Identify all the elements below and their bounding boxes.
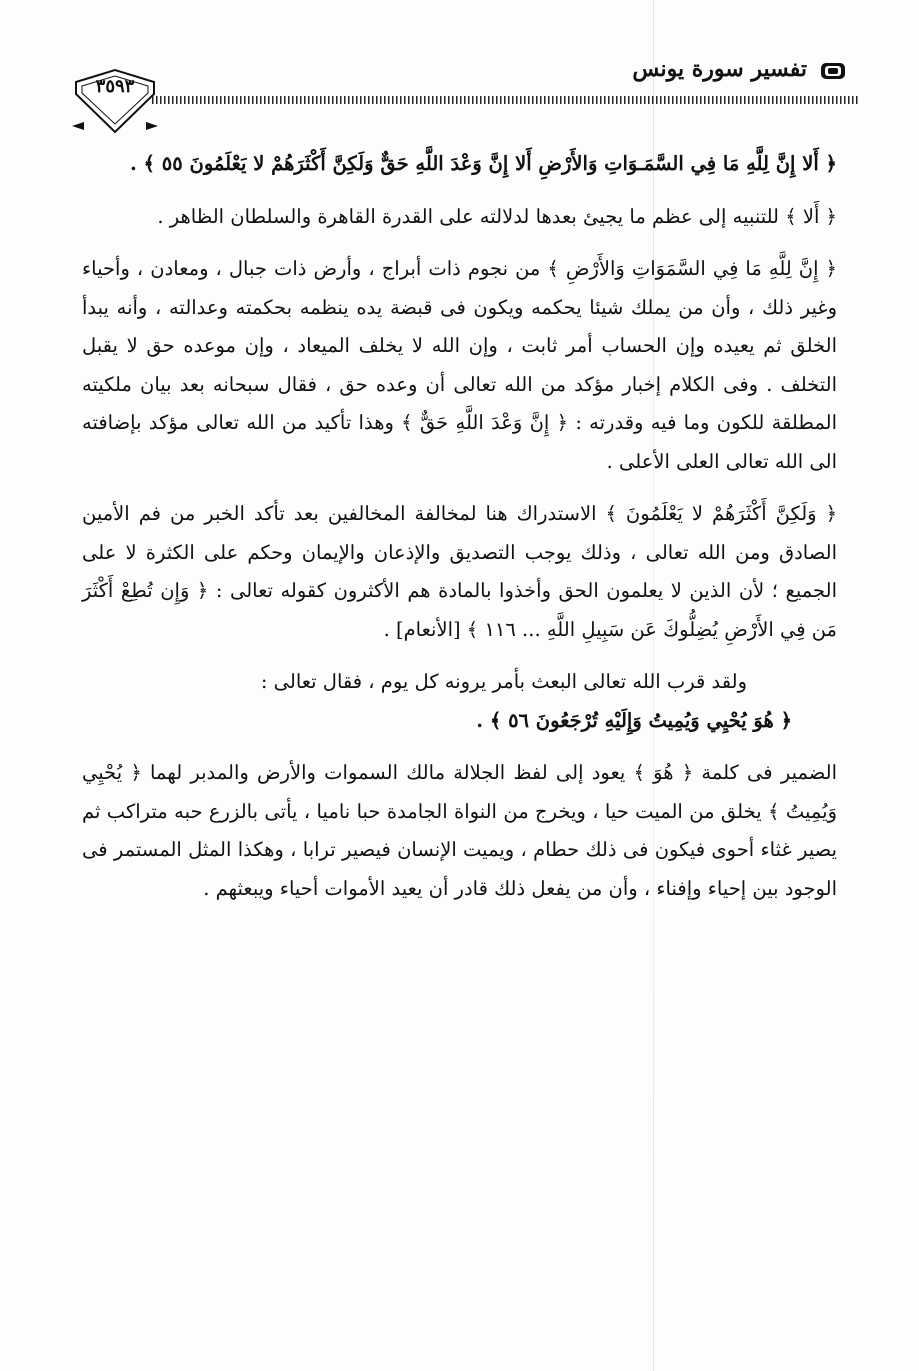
page-number: ٣٥٩٣ — [95, 76, 135, 97]
page-header-title: تفسير سورة يونس — [632, 56, 807, 82]
page-number-frame-icon — [70, 64, 160, 134]
commentary-paragraph: ﴿ إِنَّ لِلَّهِ مَا فِي السَّمَوَاتِ وَالأَرْضِ ﴾ من نجوم ذات أبراج ، وأرض ذات جبال ، ومعادن ، وأحياء وغير ذلك ، وأن من يملك شيئا يحكمه ويكون فى قبضة يده ينظمه بحكمته وعدالته ، وأنه يبدأ الخلق ثم يعيده وإن الحساب أمر ثابت ، وإن الله لا يخلف الميعاد ، وإن موعده حق لا يقبل التخلف . وفى الكلام إخبار مؤكد من الله تعالى أن وعده حق ، فقال سبحانه بعد بيان ملكيته المطلقة للكون وما فيه وقدرته : ﴿ إِنَّ وَعْدَ اللَّهِ حَقٌّ ﴾ وهذا تأكيد من الله تعالى مؤكد بإضافته الى الله تعالى العلى الأعلى . — [82, 257, 837, 473]
commentary-paragraph: ﴿ أَلا ﴾ للتنبيه إلى عظم ما يجيئ بعدها لدلالته على القدرة القاهرة والسلطان الظاهر . — [157, 204, 837, 228]
header-rule — [152, 96, 859, 104]
page-header — [60, 48, 859, 98]
quran-verse-56: ﴿ هُوَ يُحْيِي وَيُمِيتُ وَإِلَيْهِ تُرْجَعُونَ ٥٦ ﴾ . — [476, 708, 792, 732]
commentary-paragraph: ﴿ وَلَكِنَّ أَكْثَرَهُمْ لا يَعْلَمُونَ ﴾ الاستدراك هنا لمخالفة المخالفين بعد تأكد الخبر من فم الأمين الصادق ومن الله تعالى ، وذلك يوجب التصديق والإذعان والإيمان وحكم على الكثرة لا على الجميع ؛ لأن الذين لا يعلمون الحق وأخذوا بالمادة هم الأكثرون كقوله تعالى : ﴿ وَإِن تُطِعْ أَكْثَرَ مَن فِي الأَرْضِ يُضِلُّوكَ عَن سَبِيلِ اللَّهِ ... ١١٦ ﴾ [الأنعام] . — [82, 502, 837, 641]
commentary-paragraph: ولقد قرب الله تعالى البعث بأمر يرونه كل يوم ، فقال تعالى : — [260, 670, 747, 693]
ornament-icon — [819, 60, 847, 82]
page-body — [82, 145, 837, 922]
quran-verse-55: ﴿ أَلا إِنَّ لِلَّهِ مَا فِي السَّمَـوَاتِ وَالأَرْضِ أَلا إِنَّ وَعْدَ اللَّهِ حَقٌّ وَلَكِنَّ أَكْثَرَهُمْ لا يَعْلَمُونَ ٥٥ ﴾ . — [129, 152, 837, 175]
commentary-paragraph: الضمير فى كلمة ﴿ هُوَ ﴾ يعود إلى لفظ الجلالة مالك السموات والأرض والمدبر لهما ﴿ يُحْيِي وَيُمِيتُ ﴾ يخلق من الميت حيا ، ويخرج من النواة الجامدة حبا ناميا ، يأتى بالزرع حبه متراكب ثم يصير غثاء أحوى فيكون فى ذلك حطام ، ويميت الإنسان فيصير ترابا ، وهكذا المثل المستمر فى الوجود بين إحياء وإفناء ، وأن من يفعل ذلك قادر أن يعيد الأموات أحياء ويبعثهم . — [82, 761, 837, 900]
